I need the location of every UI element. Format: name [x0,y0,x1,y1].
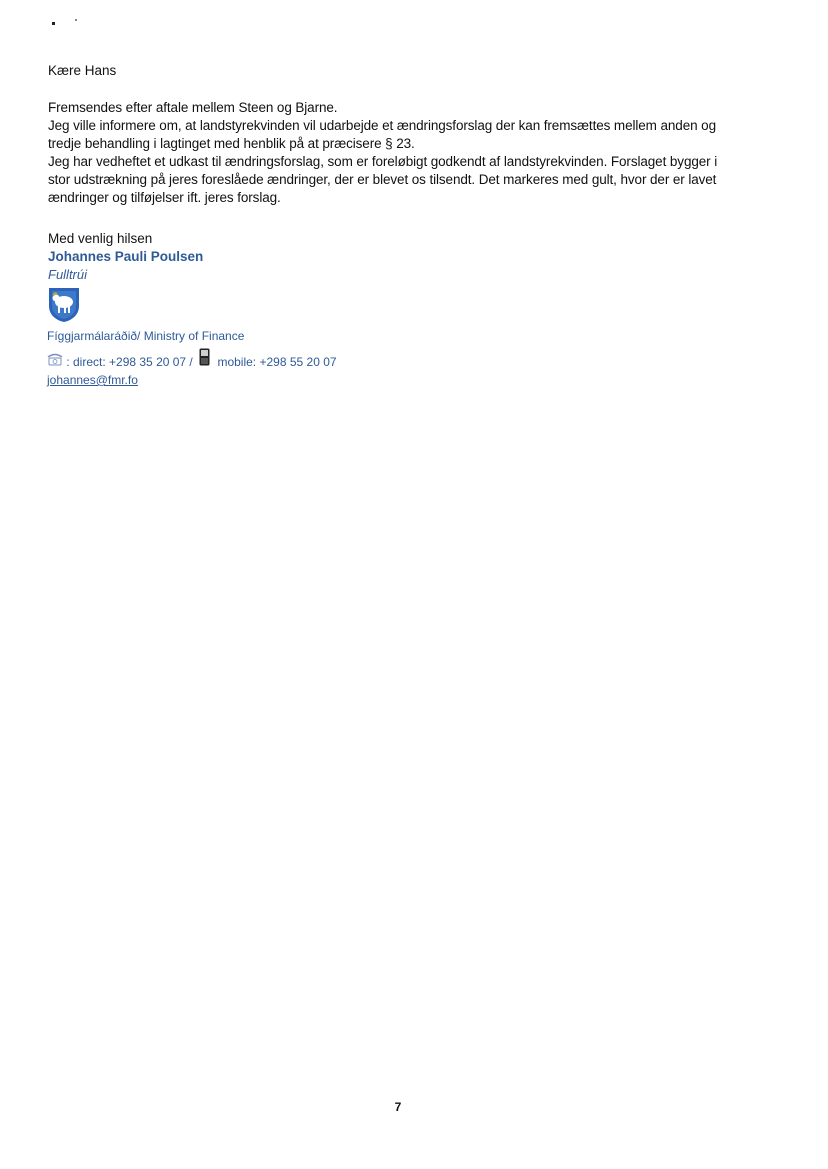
paragraph-line: ændringer og tilføjelser ift. jeres forslag. [48,190,281,205]
mobile-phone-icon [199,348,210,371]
paragraph-line: Jeg har vedheftet et udkast til ændringsforslag, som er foreløbigt godkendt af landstyrekvinden. Forslaget bygger i [48,154,718,169]
paragraph-line: Fremsendes efter aftale mellem Steen og Bjarne. [48,100,338,115]
contact-details [47,327,337,389]
page-number: 7 [394,1100,402,1114]
paragraph-line: tredje behandling i lagtinget med henblik på at præcisere § 23. [48,136,415,151]
scan-speck [52,22,55,25]
letter-body [48,62,768,284]
ministry-name: Fíggjarmálaráðið/ Ministry of Finance [47,329,245,343]
signature-block [48,230,768,284]
email-link[interactable]: johannes@fmr.fo [47,373,138,387]
phone-row [47,348,337,371]
signature-title: Fulltrúi [48,267,88,282]
signature-name: Johannes Pauli Poulsen [48,249,204,264]
paragraph-line: Jeg ville informere om, at landstyrekvinden vil udarbejde et ændringsforslag der kan fremsættes mellem anden og [48,118,716,133]
greeting: Kære Hans [48,63,117,78]
letter-paragraph [48,99,768,207]
scan-speck [75,19,77,21]
telephone-icon [47,353,63,371]
paragraph-line: stor udstrækning på jeres foreslåede ændringer, der er blevet os tilsendt. Det markeres med gult, hvor der er lavet [48,172,717,187]
closing-phrase: Med venlig hilsen [48,231,153,246]
faroe-ram-crest-icon [48,287,80,323]
mobile-phone: mobile: +298 55 20 07 [217,355,337,369]
direct-phone: : direct: +298 35 20 07 / [66,355,193,369]
